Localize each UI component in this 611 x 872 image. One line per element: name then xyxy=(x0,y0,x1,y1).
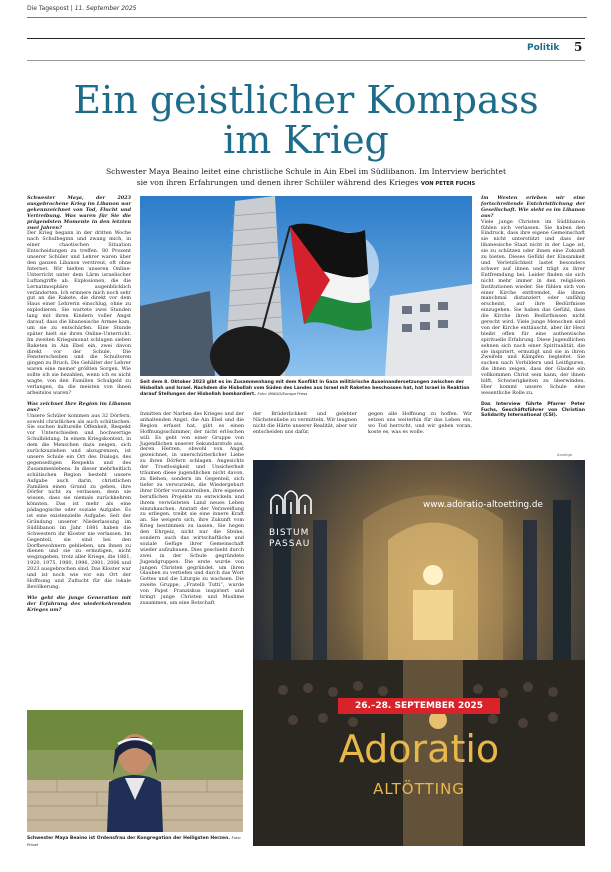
photo-portrait xyxy=(27,710,243,832)
lede xyxy=(27,166,585,190)
byline: VON PETER FUCHS xyxy=(420,181,476,187)
lede-line-1: Schwester Maya Beaino leitet eine christliche Schule in Ain Ebel im Südlibanon. Im Interview berichtet xyxy=(105,167,507,176)
ad-org xyxy=(269,528,310,550)
column-2: Inmitten der Narben des Krieges und der anhaltenden Angst, die Ain Ebel und die Region erfasst hat, gibt es einen Hoffnungsschimmer, der nicht erlöschen will. Es geht von einer Gruppe von Jugendlichen unserer Sekundarstufe aus, deren Herzen, obwohl von Angst gezeichnet, in unerschütterlicher Liebe zu ihren Dörfern schlagen. Angesichts der Trostlosigkeit und Unsicherheit träumen diese jugendlichen nicht davon, zu fliehen, sondern im Gegenteil, sich tiefer zu verwurzeln, die Wiedergeburt ihrer Dörfer voranzutreiben, ihre eigenen beruflichen Projekte zu entwickeln und ihrem verwüsteten Land neues Leben einzuhauchen. Anstatt der Verzweiflung zu erliegen, treibt sie eine innere Kraft an. Sie weigern sich, ihre Zukunft vom Krieg bestimmen zu lassen. Sie hegen den Ehrgeiz, nicht nur die Steine, sondern auch das wirtschaftliche und soziale Gefüge ihrer Gemeinschaft wieder aufzubauen. Dies geschieht durch zwei in der Schule gegründete Jugendgruppen: Die erste wurde von jungen Christen gegründet, um ihren Glauben zu vertiefen und durch das Wort Gottes und die Liturgie zu wachsen. Die zweite Gruppe, „Fratelli Tutti“, wurde von Papst Franziskus inspiriert und bringt junge Christen und Muslime zusammen, um eine Botschaft xyxy=(140,411,244,606)
advertisement[interactable] xyxy=(253,460,585,846)
ad-dates-banner: 26.–28. SEPTEMBER 2025 xyxy=(338,698,500,714)
ad-title: Adoratio xyxy=(338,727,500,771)
ad-org-line-2: PASSAU xyxy=(269,539,311,549)
answer-1: Der Krieg begann in der dritten Woche nach Schulbeginn und zwang mich, in einer chaotischen Situation Entscheidungen zu treffen. 80 Prozent unserer Schüler und Lehrer waren über den ganzen Libanon verstreut, oft ohne Internet. Wir hielten unseren Online-Unterricht unter dem Lärm israelischer Luftangriffe ab. Explosionen, die die Lernatmosphäre augenblicklich veränderten. Ich erinnere mich noch sehr gut an die Rakete, die direkt vor dem Haus einer Lehrerin einschlug, ohne zu explodieren. Sie wartete zwei Stunden lang mit ihren Kindern voller Angst darauf, dass die libanesische Armee kam, um sie zu entschärfen. Eine Stunde später hielt sie ihren Online-Unterricht. Im zweiten Kriegsmonat schlugen sieben Raketen in Ain Ebel ein, zwei davon direkt vor der Schule. Die Fensterscheiben und die Schultoren gingen zu Bruch. Die Gehälter der Lehrer waren eine meiner größten Sorgen. Wie sollte ich sie bezahlen, wenn ich es nicht wagte, von den Familien Schulgeld zu verlangen, da die meisten von ihnen arbeitslos waren? xyxy=(27,230,131,396)
headline-line-2: im Krieg xyxy=(223,118,389,162)
ad-url[interactable]: www.adoratio-altoetting.de xyxy=(423,500,543,510)
ad-org-line-1: BISTUM xyxy=(269,528,310,538)
masthead-rule xyxy=(27,17,587,18)
masthead: Die Tagespost | 11. September 2025 xyxy=(27,5,137,12)
photo-flag xyxy=(140,196,472,376)
issue-date: 11. September 2025 xyxy=(74,5,137,12)
photo-portrait-caption xyxy=(27,835,243,848)
paper-name: Die Tagespost xyxy=(27,5,69,12)
page-number: 5 xyxy=(574,40,583,54)
question-2: Was zeichnet Ihre Region im Libanon aus? xyxy=(27,400,131,413)
question-4: Im Westen erleben wir eine fortschreitende Entchristlichung der Gesellschaft. Wie sieht es im Libanon aus? xyxy=(481,195,585,219)
portrait-caption-text: Schwester Maya Beaino ist Ordensfrau der Kongregation der Heiligsten Herzen. xyxy=(27,836,231,841)
section-name: Politik xyxy=(527,43,560,53)
column-5 xyxy=(481,196,585,419)
column-3: der Brüderlichkeit und gelebter Nächstenliebe zu vermitteln. Wir leugnen nicht die Härte unserer Realität, aber wir entscheiden uns dafür, xyxy=(253,411,357,435)
caption-credit: Foto: IMAGO/Europa Press xyxy=(257,391,308,397)
flag-image xyxy=(140,196,472,376)
ad-label: Anzeige xyxy=(557,452,573,457)
headline-line-1: Ein geistlicher Kompass xyxy=(73,78,539,122)
interview-note: Das Interview führte Pfarrer Peter Fuchs, Geschäftsführer von Christian Solidarity International (CSI). xyxy=(481,401,585,419)
portrait-image xyxy=(27,710,243,832)
column-1 xyxy=(27,196,131,614)
section-underline xyxy=(27,60,585,61)
column-4: gegen alle Hoffnung zu hoffen. Wir setzen uns weiterhin für das Leben ein, wo Tod herrscht, und wir geben voran, koste es, was es wolle. xyxy=(368,411,472,435)
section-rule xyxy=(27,38,585,39)
question-1: Schwester Maya, der 2023 ausgebrochene Krieg im Libanon war gekennzeichnet von Tod, Flucht und Vertreibung. Was waren für Sie die prägendsten Momente in den letzten zwei Jahren? xyxy=(27,195,131,231)
answer-2: Unsere Schüler kommen aus 32 Dörfern, sowohl christlichen als auch schiitischen. Sie suchen kulturelle Offenheit, Respekt vor Unterschieden und hochwertige Schulbildung. In einem Kriegskontext, in dem die Menschen dazu neigen, sich zurückzuziehen und abzugrenzen, ist unsere Schule ein Ort des Dialogs, des gegenseitigen Respekts und des Zusammenlebens. In dieser mehrheitlich schiitischen Region besteht unsere Aufgabe auch darin, christlichen Familien einen Grund zu geben, ihre Dörfer nicht zu verlassen, denn sie wissen, dass sie niemals zurückkehren könnten. Das ist mehr als eine pädagogische oder soziale Aufgabe. Es ist eine existenzielle Aufgabe. Seit der Gründung unserer Niederlassung im Südlibanon im Jahr 1881 haben die Schwestern ihr Kloster nie verlassen. Im Gegenteil, sie sind bei den Dorfbewohnern geblieben, um ihnen zu dienen und sie zu ermutigen, nicht wegzugehen, trotz aller Kriege, die 1861, 1920, 1975, 1980, 1996, 2001, 2006 und 2023 ausgebrochen sind. Das Kloster war und ist noch wie vor ein Ort der Hoffnung und Zuflucht für die lokale Bevölkerung. xyxy=(27,412,131,590)
question-3: Wie geht die junge Generation mit der Erfahrung des wiederkehrenden Krieges um? xyxy=(27,594,131,613)
answer-4: Viele junge Christen im Südlibanon fühlen sich verlassen. Sie haben den Eindruck, dass ihre eigene Gemeinschaft sie nicht unterstützt und dass der libanesische Staat nicht in der Lage ist, sie zu schützen oder ihnen eine Zukunft zu bieten. Dieses Gefühl der Einsamkeit und Verletzlichkeit lastet besonders schwer auf ihnen und trägt zu ihrer Entfremdung bei. Leider finden sie sich nicht mehr immer in den religiösen Institutionen wieder. Sie fühlen sich von einer Kirche entfremdet, die ihnen manchmal distanziert oder unfähig erscheint, auf ihre Bedürfnisse einzugehen. Sie haben das Gefühl, dass die Kirche ihren Bedürfnissen nicht gerecht wird. Viele junge Menschen sind von der Kirche enttäuscht, aber ihr Herz bleibt offen für eine authentische spirituelle Erfahrung. Diese Jugendlichen sehnen sich nach einer Spiritualität, die sie inspiriert, ermutigt und sie in ihren Zweifeln und Kämpfen begleitet. Sie suchen nach Vorbildern und Leitfiguren, die ihnen zeigen, dass der Glaube ein vollkommen Christ sein kann, der ihnen hilft, Schwierigkeiten zu überwinden. Hier kommt unsere Schule eine wesentliche Rolle zu. xyxy=(481,218,585,396)
photo-flag-caption xyxy=(140,380,472,398)
headline xyxy=(27,80,585,160)
lede-line-2: sie von ihren Erfahrungen und denen ihrer Schüler während des Krieges xyxy=(136,178,419,187)
ad-place: ALTÖTTING xyxy=(373,780,465,798)
portrait-caption-credit: Foto: Privat xyxy=(27,835,242,847)
caption-text: Seit dem 8. Oktober 2023 gibt es im Zusammenhang mit dem Konflikt in Gaza militärische Auseinandersetzungen zwischen der Hisbollah und Israel. Nachdem die Hisbollah vom Süden des Landes aus Israel mit Raketen beschossen hat, hat Israel in Reaktion darauf Stellungen der Hisbollah bombardiert. xyxy=(140,380,470,398)
